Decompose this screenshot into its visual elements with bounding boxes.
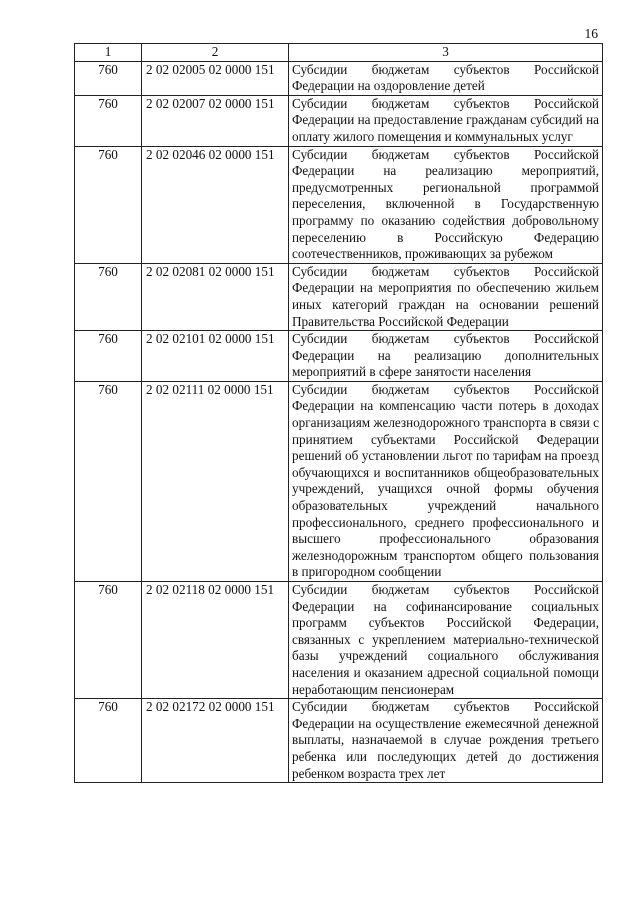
- description-cell: Субсидии бюджетам субъектов Российской Федерации на софинансирование социальных программ субъектов Российской Федерации, связанных с укреплением материально-технической базы учреждений социального обслуживания населения и оказанием адресной социальной помощи неработающим пенсионерам: [289, 582, 603, 699]
- description-cell: Субсидии бюджетам субъектов Российской Федерации на реализацию дополнительных мероприятий в сфере занятости населения: [289, 331, 603, 382]
- column-number-row: [75, 44, 603, 62]
- page-number: 16: [584, 26, 598, 41]
- column-number-2: 2: [142, 44, 289, 62]
- budget-code-cell: 2 02 02101 02 0000 151: [142, 331, 289, 382]
- table-row: [75, 263, 603, 330]
- description-cell: Субсидии бюджетам субъектов Российской Федерации на мероприятия по обеспечению жильем иных категорий граждан на основании решений Правительства Российской Федерации: [289, 263, 603, 330]
- column-number-3: 3: [289, 44, 603, 62]
- admin-code-cell: 760: [75, 331, 142, 382]
- table-row: [75, 95, 603, 146]
- budget-code-cell: 2 02 02118 02 0000 151: [142, 582, 289, 699]
- description-cell: Субсидии бюджетам субъектов Российской Федерации на предоставление гражданам субсидий на оплату жилого помещения и коммунальных услуг: [289, 95, 603, 146]
- admin-code-cell: 760: [75, 381, 142, 581]
- admin-code-cell: 760: [75, 582, 142, 699]
- admin-code-cell: 760: [75, 263, 142, 330]
- budget-code-cell: 2 02 02005 02 0000 151: [142, 61, 289, 95]
- table-row: [75, 582, 603, 699]
- admin-code-cell: 760: [75, 95, 142, 146]
- description-cell: Субсидии бюджетам субъектов Российской Федерации на оздоровление детей: [289, 61, 603, 95]
- budget-code-cell: 2 02 02081 02 0000 151: [142, 263, 289, 330]
- admin-code-cell: 760: [75, 146, 142, 263]
- admin-code-cell: 760: [75, 699, 142, 783]
- budget-revenue-table: [74, 43, 603, 783]
- budget-code-cell: 2 02 02111 02 0000 151: [142, 381, 289, 581]
- table-row: [75, 146, 603, 263]
- budget-code-cell: 2 02 02046 02 0000 151: [142, 146, 289, 263]
- budget-code-cell: 2 02 02172 02 0000 151: [142, 699, 289, 783]
- table-row: [75, 381, 603, 581]
- budget-code-cell: 2 02 02007 02 0000 151: [142, 95, 289, 146]
- table-row: [75, 331, 603, 382]
- description-cell: Субсидии бюджетам субъектов Российской Федерации на осуществление ежемесячной денежной выплаты, назначаемой в случае рождения третьего ребенка или последующих детей до достижения ребенком возраста трех лет: [289, 699, 603, 783]
- description-cell: Субсидии бюджетам субъектов Российской Федерации на компенсацию части потерь в доходах организациям железнодорожного транспорта в связи с принятием субъектами Российской Федерации решений об установлении льгот по тарифам на проезд обучающихся и воспитанников общеобразовательных учреждений, учащихся очной формы обучения образовательных учреждений начального профессионального, среднего профессионального и высшего профессионального образования железнодорожным транспортом общего пользования в пригородном сообщении: [289, 381, 603, 581]
- table-row: [75, 61, 603, 95]
- column-number-1: 1: [75, 44, 142, 62]
- description-cell: Субсидии бюджетам субъектов Российской Федерации на реализацию мероприятий, предусмотренных региональной программой переселения, включенной в Государственную программу по оказанию содействия добровольному переселению в Российскую Федерацию соотечественников, проживающих за рубежом: [289, 146, 603, 263]
- admin-code-cell: 760: [75, 61, 142, 95]
- table-row: [75, 699, 603, 783]
